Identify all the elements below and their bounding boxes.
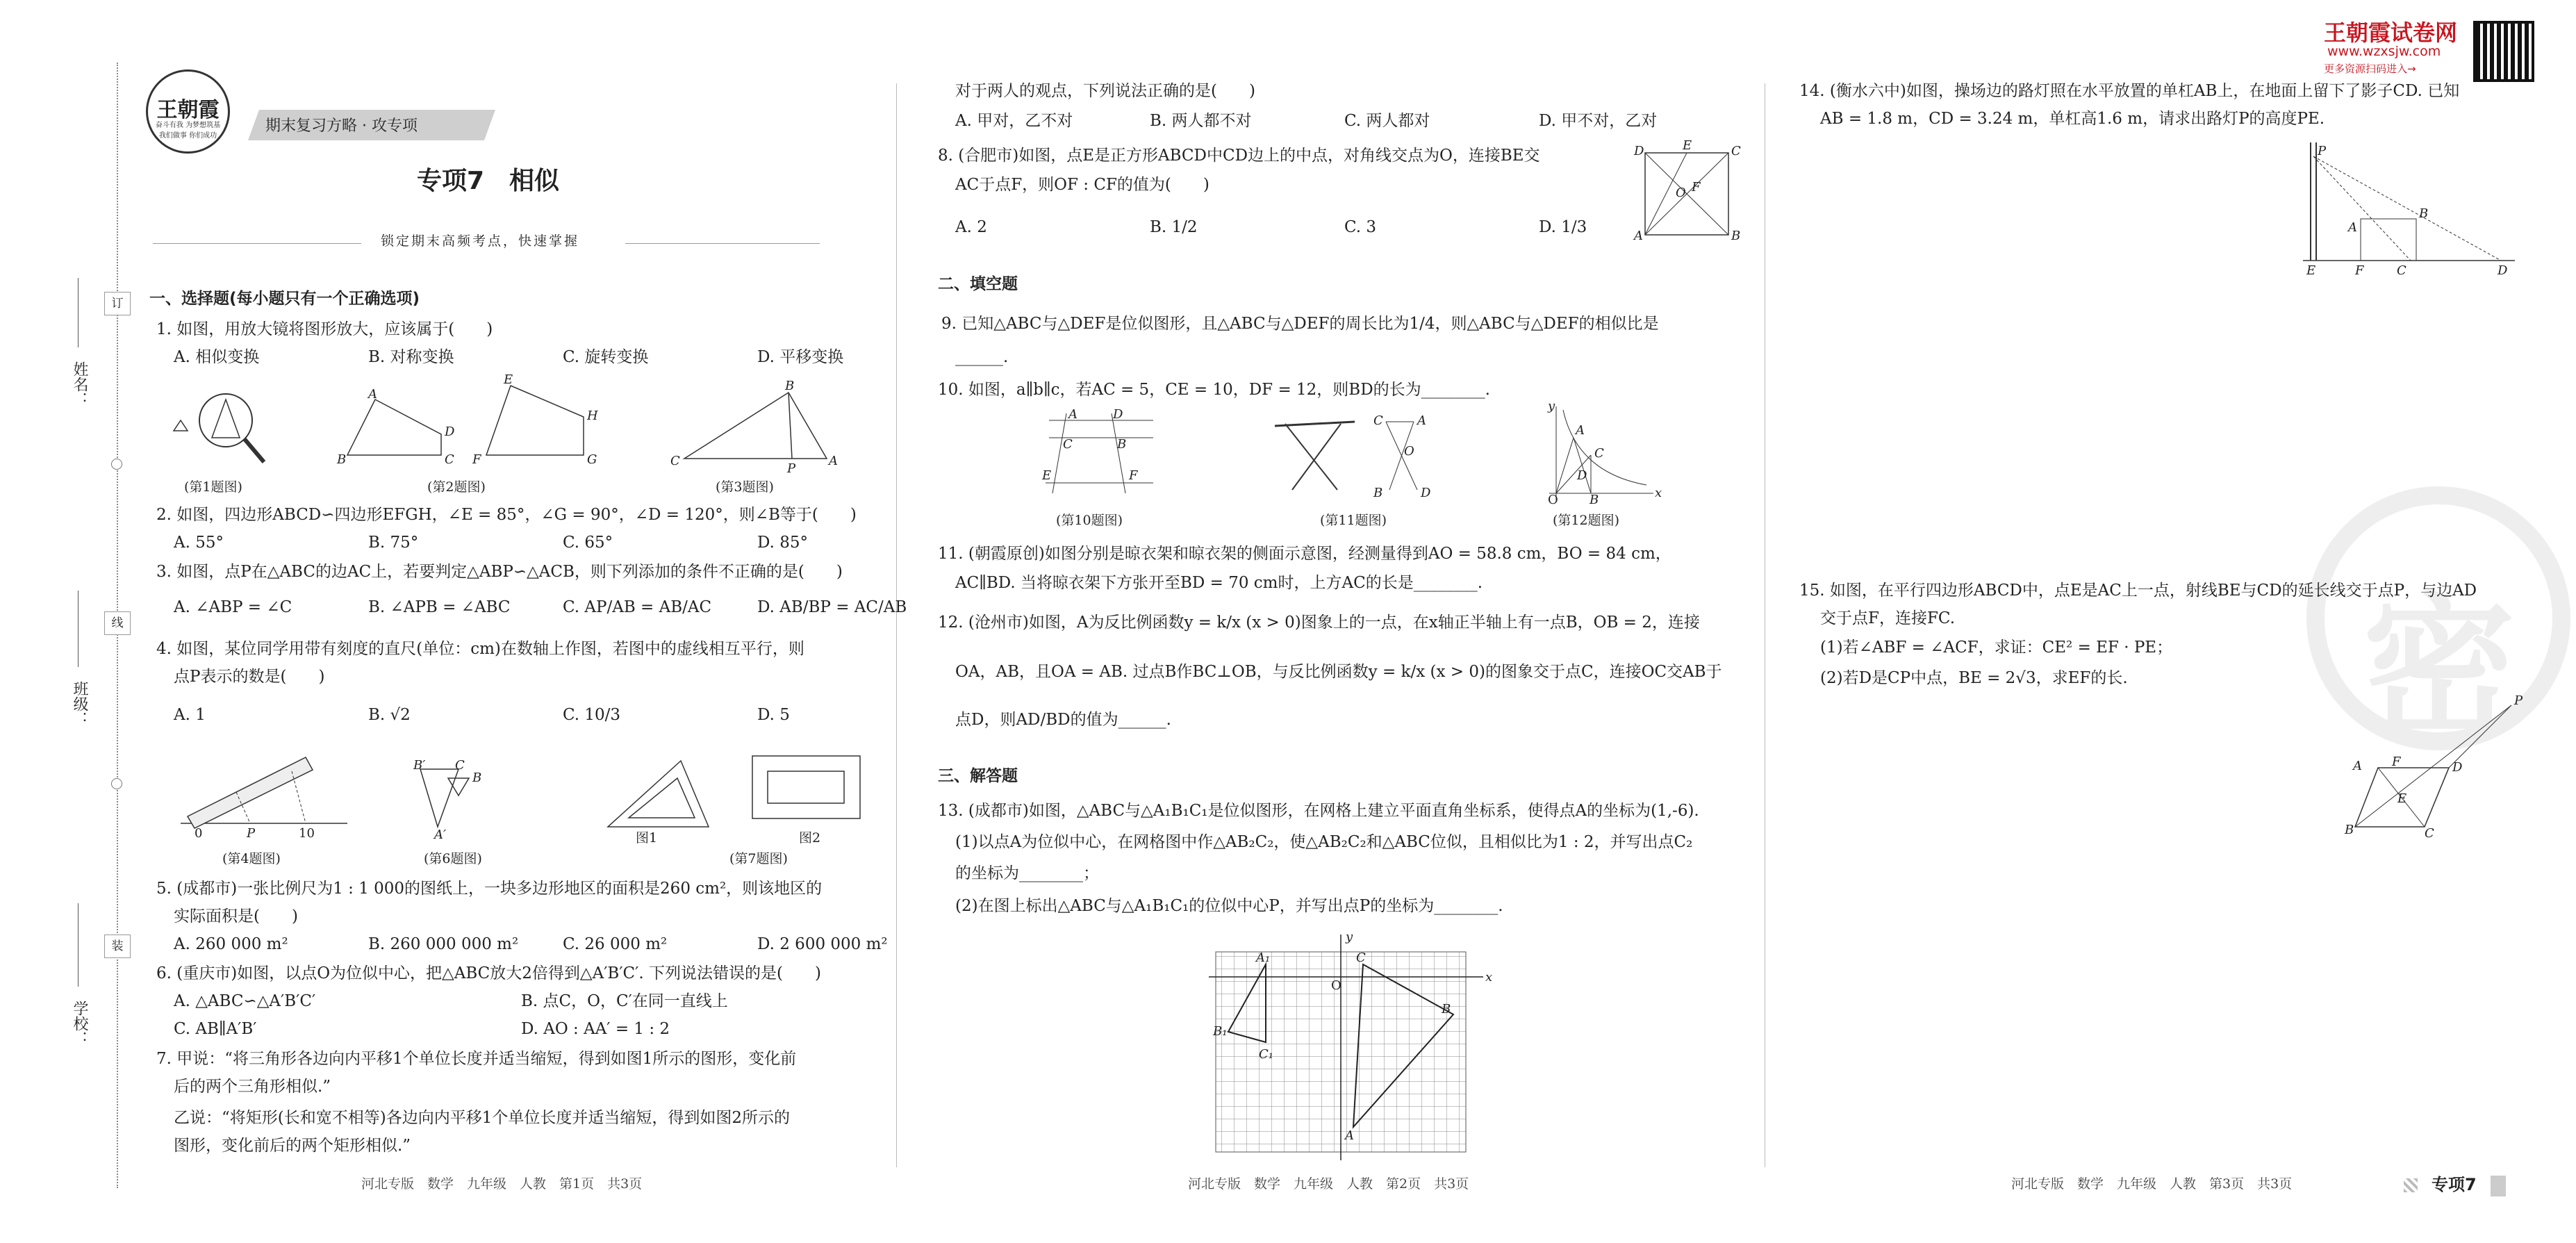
- svg-text:B: B: [1590, 493, 1599, 507]
- svg-text:P: P: [2318, 144, 2327, 158]
- watermark-text: 密: [2362, 580, 2516, 758]
- svg-text:F: F: [2355, 263, 2364, 278]
- svg-text:A: A: [1417, 413, 1426, 428]
- footer-pattern-icon: [2404, 1178, 2418, 1192]
- figure-q7-fig2-rectangles: [747, 750, 865, 827]
- svg-text:x: x: [1655, 486, 1662, 500]
- figure-q10-parallel-lines: [1035, 407, 1160, 500]
- figure-q12-hyperbola: [1535, 399, 1662, 507]
- svg-text:B: B: [1731, 229, 1741, 243]
- q2-options: [174, 533, 952, 553]
- q4-option-c[interactable]: C. 10/3: [563, 706, 621, 724]
- binding-hole: [111, 459, 122, 470]
- q2-stem: 2. 如图，四边形ABCD∽四边形EFGH，∠E = 85°，∠G = 90°，∠D = 120°，则∠B等于( ): [156, 506, 857, 524]
- q1-option-a[interactable]: A. 相似变换: [174, 348, 260, 366]
- svg-text:E: E: [2397, 791, 2407, 806]
- q5-options: [174, 935, 952, 955]
- q1-option-c[interactable]: C. 旋转变换: [563, 348, 649, 366]
- figure-q2-quad-abcd: [337, 386, 462, 469]
- section-answer: 三、解答题: [938, 767, 1018, 785]
- footer-page-1: 河北专版 数学 九年级 人教 第1页 共3页: [361, 1176, 643, 1192]
- svg-text:H: H: [587, 409, 598, 423]
- svg-text:10: 10: [299, 826, 315, 841]
- svg-text:B: B: [785, 379, 795, 393]
- q2-option-b[interactable]: B. 75°: [368, 534, 419, 552]
- q7-line-1: 7. 甲说：“将三角形各边向内平移1个单位长度并适当缩短，得到如图1所示的图形，变化前: [156, 1050, 797, 1068]
- q6-options-row1: [174, 991, 799, 1012]
- site-name: 王朝霞试卷网: [2324, 19, 2458, 46]
- q9-line-1: 9. 已知△ABC与△DEF是位似图形，且△ABC与△DEF的周长比为1/4，则△ABC与△DEF的相似比是: [941, 315, 1659, 333]
- footer-tag: 专项7: [2431, 1175, 2477, 1194]
- q15-line-3: (1)若∠ABF = ∠ACF，求证：CE² = EF · PE；: [1820, 639, 2173, 657]
- q8-option-c[interactable]: C. 3: [1344, 218, 1377, 236]
- q1-option-d[interactable]: D. 平移变换: [757, 348, 844, 366]
- class-blank: [78, 591, 79, 667]
- section-choice: 一、选择题(每小题只有一个正确选项): [149, 290, 420, 308]
- svg-text:O: O: [1548, 493, 1558, 507]
- svg-text:C: C: [455, 758, 465, 773]
- q15-line-4: (2)若D是CP中点，BE = 2√3，求EF的长.: [1820, 669, 2128, 687]
- svg-text:D: D: [1421, 486, 1431, 500]
- svg-text:D: D: [1577, 468, 1587, 483]
- caption-q12: (第12题图): [1553, 513, 1620, 528]
- figure-q8-square: [1633, 138, 1744, 243]
- figure-magnifier: [167, 382, 271, 472]
- caption-q10: (第10题图): [1056, 513, 1123, 528]
- svg-text:P: P: [2514, 693, 2523, 708]
- svg-text:A: A: [1068, 407, 1078, 422]
- logo-sub: [148, 119, 228, 129]
- caption-q7: (第7题图): [729, 851, 788, 866]
- svg-text:A′: A′: [434, 828, 447, 842]
- q7-line-3: 乙说：“将矩形(长和宽不相等)各边向内平移1个单位长度并适当缩短，得到如图2所示的: [174, 1109, 790, 1127]
- school-blank: [78, 903, 79, 987]
- name-blank: [78, 278, 79, 347]
- footer-page-3: 河北专版 数学 九年级 人教 第3页 共3页: [2011, 1176, 2293, 1192]
- q8-option-b[interactable]: B. 1/2: [1150, 218, 1198, 236]
- q3-stem: 3. 如图，点P在△ABC的边AC上，若要判定△ABP∽△ACB，则下列添加的条件不正确的是( ): [156, 563, 843, 581]
- svg-text:A: A: [1634, 229, 1643, 243]
- svg-text:O: O: [1331, 978, 1341, 993]
- svg-text:A: A: [1345, 1128, 1354, 1143]
- binding-mark-xian: 线: [104, 611, 131, 635]
- q5-option-a[interactable]: A. 260 000 m²: [174, 935, 288, 953]
- caption-fig1: 图1: [636, 830, 658, 846]
- logo-sub3: 我们做事: [158, 132, 187, 140]
- q1-options: [174, 347, 952, 368]
- svg-text:F: F: [1129, 468, 1138, 483]
- q6-option-d[interactable]: D. AO : AA′ = 1 : 2: [521, 1020, 670, 1038]
- svg-text:O: O: [1676, 186, 1686, 200]
- q6-option-c[interactable]: C. AB∥A′B′: [174, 1020, 257, 1038]
- banner-text: 期末复习方略 · 攻专项: [265, 117, 418, 135]
- q14-line-2: AB = 1.8 m，CD = 3.24 m，单杠高1.6 m，请求出路灯P的高度PE.: [1820, 110, 2325, 128]
- q7-options: [955, 111, 1733, 131]
- q5-stem-1: 5. (成都市)一张比例尺为1 : 1 000的图纸上，一块多边形地区的面积是260 cm²，则该地区的: [156, 880, 823, 898]
- logo-text: 王朝霞: [156, 98, 220, 122]
- q12-line-3: 点D，则AD/BD的值为______.: [955, 711, 1171, 729]
- column-divider: [896, 83, 897, 1167]
- caption-q1: (第1题图): [184, 479, 242, 495]
- q6-option-b[interactable]: B. 点C，O，C′在同一直线上: [521, 992, 728, 1010]
- svg-text:C: C: [2397, 263, 2406, 278]
- q8-line-2: AC于点F，则OF : CF的值为( ): [955, 176, 1209, 194]
- q4-stem-2: 点P表示的数是( ): [174, 668, 325, 686]
- svg-text:A: A: [1576, 423, 1585, 438]
- q14-line-1: 14. (衡水六中)如图，操场边的路灯照在水平放置的单杠AB上，在地面上留下了影子CD. 已知: [1799, 82, 2460, 100]
- svg-text:B: B: [2419, 206, 2429, 221]
- binding-mark-ding: 订: [104, 292, 131, 315]
- svg-text:A: A: [829, 454, 838, 468]
- class-label: 班级：: [71, 681, 88, 727]
- figure-q15-parallelogram: [2345, 695, 2532, 841]
- svg-text:C: C: [2425, 826, 2434, 841]
- q15-line-2: 交于点F，连接FC.: [1820, 609, 1956, 627]
- svg-text:G: G: [587, 452, 597, 467]
- q2-option-a[interactable]: A. 55°: [174, 534, 224, 552]
- caption-fig2: 图2: [799, 830, 821, 846]
- site-tip: 更多资源扫码进入→: [2324, 63, 2416, 75]
- svg-text:D: D: [2497, 263, 2508, 278]
- q7-option-b[interactable]: B. 两人都不对: [1150, 112, 1252, 130]
- logo-sub-b: [148, 129, 228, 140]
- q3-option-a[interactable]: A. ∠ABP = ∠C: [174, 598, 292, 616]
- q7-line-2: 后的两个三角形相似.”: [174, 1078, 331, 1096]
- q7-line-5: 对于两人的观点，下列说法正确的是( ): [955, 82, 1255, 100]
- q6-stem: 6. (重庆市)如图，以点O为位似中心，把△ABC放大2倍得到△A′B′C′. 下列说法错误的是( ): [156, 964, 821, 982]
- q4-options: [174, 705, 952, 725]
- svg-text:B: B: [2345, 823, 2354, 837]
- logo-sub2: 为梦想筑基: [185, 122, 221, 129]
- logo-sub4: 你们成功: [189, 132, 217, 140]
- q7-option-c[interactable]: C. 两人都对: [1344, 112, 1430, 130]
- q12-line-1: 12. (沧州市)如图，A为反比例函数y = k/x (x > 0)图象上的一点，在x轴正半轴上有一点B，OB = 2，连接: [938, 614, 1700, 632]
- svg-text:C: C: [1594, 446, 1604, 461]
- caption-q4: (第4题图): [222, 851, 281, 866]
- subtitle-rule-right: [625, 243, 820, 244]
- q8-option-d[interactable]: D. 1/3: [1539, 218, 1587, 236]
- svg-text:P: P: [247, 826, 256, 841]
- q6-option-a[interactable]: A. △ABC∽△A′B′C′: [174, 992, 316, 1010]
- figure-q11-drying-rack: [1271, 413, 1362, 504]
- svg-text:E: E: [1683, 138, 1692, 153]
- q3-option-c[interactable]: C. AP/AB = AB/AC: [563, 598, 712, 616]
- name-label: 姓名：: [71, 361, 88, 407]
- q12-line-2: OA，AB，且OA = AB. 过点B作BC⊥OB，与反比例函数y = k/x (x > 0)的图象交于点C，连接OC交AB于: [955, 663, 1722, 681]
- q4-option-a[interactable]: A. 1: [174, 706, 206, 724]
- svg-text:B₁: B₁: [1213, 1024, 1228, 1039]
- subtitle-rule-left: [153, 243, 361, 244]
- qr-code-icon[interactable]: [2473, 21, 2534, 82]
- svg-text:P: P: [787, 461, 796, 476]
- caption-q6: (第6题图): [424, 851, 482, 866]
- figure-q6-homothety: [406, 758, 504, 844]
- svg-text:x: x: [1485, 970, 1493, 985]
- svg-text:0: 0: [195, 826, 203, 841]
- q7-option-d[interactable]: D. 甲不对，乙对: [1539, 112, 1658, 130]
- q10-stem: 10. 如图，a∥b∥c，若AC = 5，CE = 10，DF = 12，则BD的长为________.: [938, 381, 1490, 399]
- svg-text:F: F: [1692, 180, 1701, 195]
- q8-option-a[interactable]: A. 2: [955, 218, 987, 236]
- section-fill: 二、填空题: [938, 275, 1018, 293]
- q5-option-d[interactable]: D. 2 600 000 m²: [757, 935, 888, 953]
- site-url[interactable]: www.wzxsjw.com: [2327, 44, 2441, 59]
- svg-text:y: y: [1548, 399, 1555, 413]
- figure-q13-grid: [1209, 931, 1501, 1160]
- q2-option-d[interactable]: D. 85°: [757, 534, 809, 552]
- q3-option-d[interactable]: D. AB/BP = AC/AB: [757, 598, 907, 616]
- q1-option-b[interactable]: B. 对称变换: [368, 348, 454, 366]
- svg-text:D: D: [2452, 760, 2463, 775]
- q11-line-1: 11. (朝霞原创)如图分别是晾衣架和晾衣架的侧面示意图，经测量得到AO = 58.8 cm，BO = 84 cm，: [938, 545, 1671, 563]
- figure-q11-diagram: [1365, 413, 1442, 504]
- svg-text:y: y: [1346, 930, 1353, 944]
- svg-text:F: F: [2392, 755, 2401, 769]
- svg-text:C: C: [1731, 144, 1741, 158]
- q7-option-a[interactable]: A. 甲对，乙不对: [955, 112, 1073, 130]
- q5-option-c[interactable]: C. 26 000 m²: [563, 935, 668, 953]
- binding-hole: [111, 778, 122, 789]
- q7-line-4: 图形，变化前后的两个矩形相似.”: [174, 1137, 411, 1155]
- svg-text:O: O: [1404, 444, 1414, 459]
- q9-line-2: ______.: [955, 348, 1009, 366]
- caption-q11: (第11题图): [1320, 513, 1387, 528]
- svg-text:B: B: [337, 452, 347, 467]
- svg-text:D: D: [1634, 144, 1644, 158]
- svg-text:B: B: [1117, 437, 1127, 452]
- binding-mark-zhuang: 装: [104, 935, 131, 958]
- figure-q4-ruler: [174, 750, 354, 841]
- q3-option-b[interactable]: B. ∠APB = ∠ABC: [368, 598, 511, 616]
- figure-q7-fig1-triangles: [597, 754, 716, 837]
- footer-tag-bar: [2491, 1176, 2506, 1196]
- figure-q3-triangle: [670, 379, 844, 476]
- svg-text:B′: B′: [413, 758, 426, 773]
- svg-text:C: C: [1356, 950, 1366, 965]
- q13-line-1: 13. (成都市)如图，△ABC与△A₁B₁C₁是位似图形，在网格上建立平面直角坐标系，使得点A的坐标为(1,-6).: [938, 802, 1699, 820]
- figure-q14-street-lamp: [2300, 135, 2522, 285]
- q6-options-row2: [174, 1019, 799, 1039]
- svg-text:D: D: [1113, 407, 1123, 422]
- q11-line-2: AC∥BD. 当将晾衣架下方张开至BD = 70 cm时，上方AC的长是________.: [955, 574, 1483, 592]
- svg-text:A: A: [2353, 759, 2362, 773]
- q4-option-b[interactable]: B. √2: [368, 706, 411, 724]
- page-subtitle: 锁定期末高频考点，快速掌握: [381, 233, 580, 249]
- svg-text:E: E: [1042, 468, 1052, 483]
- svg-text:B: B: [472, 771, 482, 785]
- logo-sub1: 奋斗有我: [155, 122, 183, 129]
- svg-text:C: C: [670, 454, 680, 468]
- q8-options: [955, 217, 1733, 238]
- svg-text:A₁: A₁: [1256, 950, 1271, 965]
- svg-text:B: B: [1442, 1002, 1451, 1016]
- q2-option-c[interactable]: C. 65°: [563, 534, 613, 552]
- page-title: 专项7 相似: [417, 167, 560, 195]
- q8-line-1: 8. (合肥市)如图，点E是正方形ABCD中CD边上的中点，对角线交点为O，连接BE交: [938, 147, 1540, 165]
- svg-text:E: E: [2306, 263, 2316, 278]
- q5-option-b[interactable]: B. 260 000 000 m²: [368, 935, 519, 953]
- svg-text:D: D: [445, 425, 455, 439]
- footer-page-2: 河北专版 数学 九年级 人教 第2页 共3页: [1188, 1176, 1469, 1192]
- brand-logo: [146, 69, 230, 154]
- svg-text:C₁: C₁: [1259, 1047, 1273, 1062]
- q3-options: [174, 598, 952, 618]
- q13-line-2: (1)以点A为位似中心，在网格图中作△AB₂C₂，使△AB₂C₂和△ABC位似，且相似比为1 : 2，并写出点C₂: [955, 833, 1693, 851]
- caption-q3: (第3题图): [716, 479, 774, 495]
- q4-stem-1: 4. 如图，某位同学用带有刻度的直尺(单位：cm)在数轴上作图，若图中的虚线相互平行，则: [156, 640, 804, 658]
- svg-text:E: E: [504, 372, 513, 387]
- svg-text:A: A: [2348, 220, 2357, 235]
- q5-stem-2: 实际面积是( ): [174, 907, 298, 925]
- caption-q2: (第2题图): [427, 479, 486, 495]
- svg-text:C: C: [445, 452, 454, 467]
- q13-line-3: 的坐标为________；: [955, 864, 1099, 882]
- svg-text:B: B: [1373, 486, 1383, 500]
- svg-text:A: A: [368, 387, 377, 402]
- svg-text:C: C: [1063, 437, 1073, 452]
- svg-text:C: C: [1373, 413, 1383, 428]
- svg-text:F: F: [472, 452, 481, 467]
- q15-line-1: 15. 如图，在平行四边形ABCD中，点E是AC上一点，射线BE与CD的延长线交于点P，与边AD: [1799, 582, 2477, 600]
- school-label: 学校：: [71, 1001, 88, 1046]
- q1-stem: 1. 如图，用放大镜将图形放大，应该属于( ): [156, 320, 493, 338]
- figure-q2-quad-efgh: [472, 372, 604, 472]
- q4-option-d[interactable]: D. 5: [757, 706, 790, 724]
- q13-line-4: (2)在图上标出△ABC与△A₁B₁C₁的位似中心P，并写出点P的坐标为________.: [955, 897, 1503, 915]
